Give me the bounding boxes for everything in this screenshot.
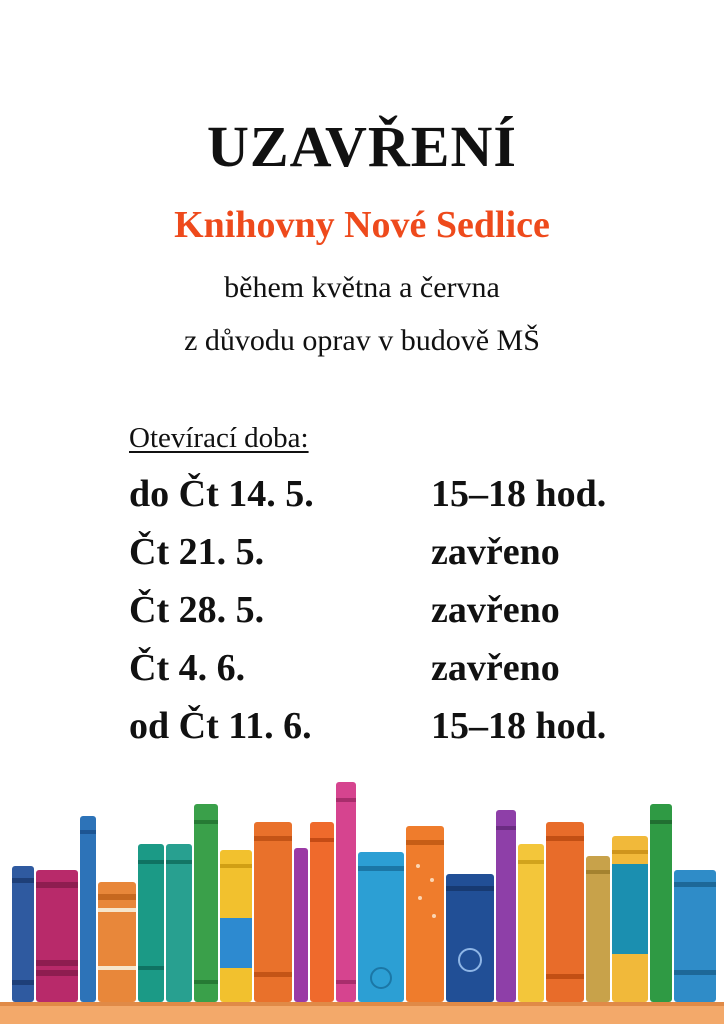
schedule-day: od Čt 11. 6. xyxy=(129,705,312,747)
closure-period: během května a června xyxy=(224,271,500,304)
closure-reason: z důvodu oprav v budově MŠ xyxy=(184,324,540,357)
schedule-day: Čt 21. 5. xyxy=(129,531,265,573)
book xyxy=(220,850,252,1002)
schedule-row xyxy=(129,586,649,644)
opening-hours-schedule xyxy=(129,470,649,760)
notice-title: UZAVŘENÍ xyxy=(207,114,517,179)
book xyxy=(336,782,356,1002)
schedule-row xyxy=(129,528,649,586)
schedule-time: zavřeno xyxy=(431,647,560,689)
book xyxy=(254,822,292,1002)
schedule-time: zavřeno xyxy=(431,589,560,631)
book xyxy=(138,844,164,1002)
book xyxy=(496,810,516,1002)
schedule-row xyxy=(129,644,649,702)
book xyxy=(310,822,334,1002)
book xyxy=(12,866,34,1002)
schedule-row xyxy=(129,470,649,528)
book xyxy=(294,848,308,1002)
book xyxy=(406,826,444,1002)
opening-hours-heading: Otevírací doba: xyxy=(129,422,309,454)
book xyxy=(166,844,192,1002)
book xyxy=(612,836,648,1002)
book xyxy=(586,856,610,1002)
book xyxy=(358,852,404,1002)
schedule-time: zavřeno xyxy=(431,531,560,573)
book xyxy=(518,844,544,1002)
schedule-day: do Čt 14. 5. xyxy=(129,473,314,515)
library-name: Knihovny Nové Sedlice xyxy=(174,204,550,246)
book xyxy=(446,874,494,1002)
book xyxy=(650,804,672,1002)
schedule-time: 15–18 hod. xyxy=(431,705,607,747)
book xyxy=(546,822,584,1002)
book xyxy=(80,816,96,1002)
schedule-time: 15–18 hod. xyxy=(431,473,607,515)
book xyxy=(674,870,716,1002)
books-on-shelf-illustration xyxy=(0,770,724,1024)
schedule-day: Čt 4. 6. xyxy=(129,647,246,689)
schedule-row xyxy=(129,702,649,760)
book xyxy=(194,804,218,1002)
book xyxy=(98,882,136,1002)
schedule-day: Čt 28. 5. xyxy=(129,589,265,631)
book xyxy=(36,870,78,1002)
